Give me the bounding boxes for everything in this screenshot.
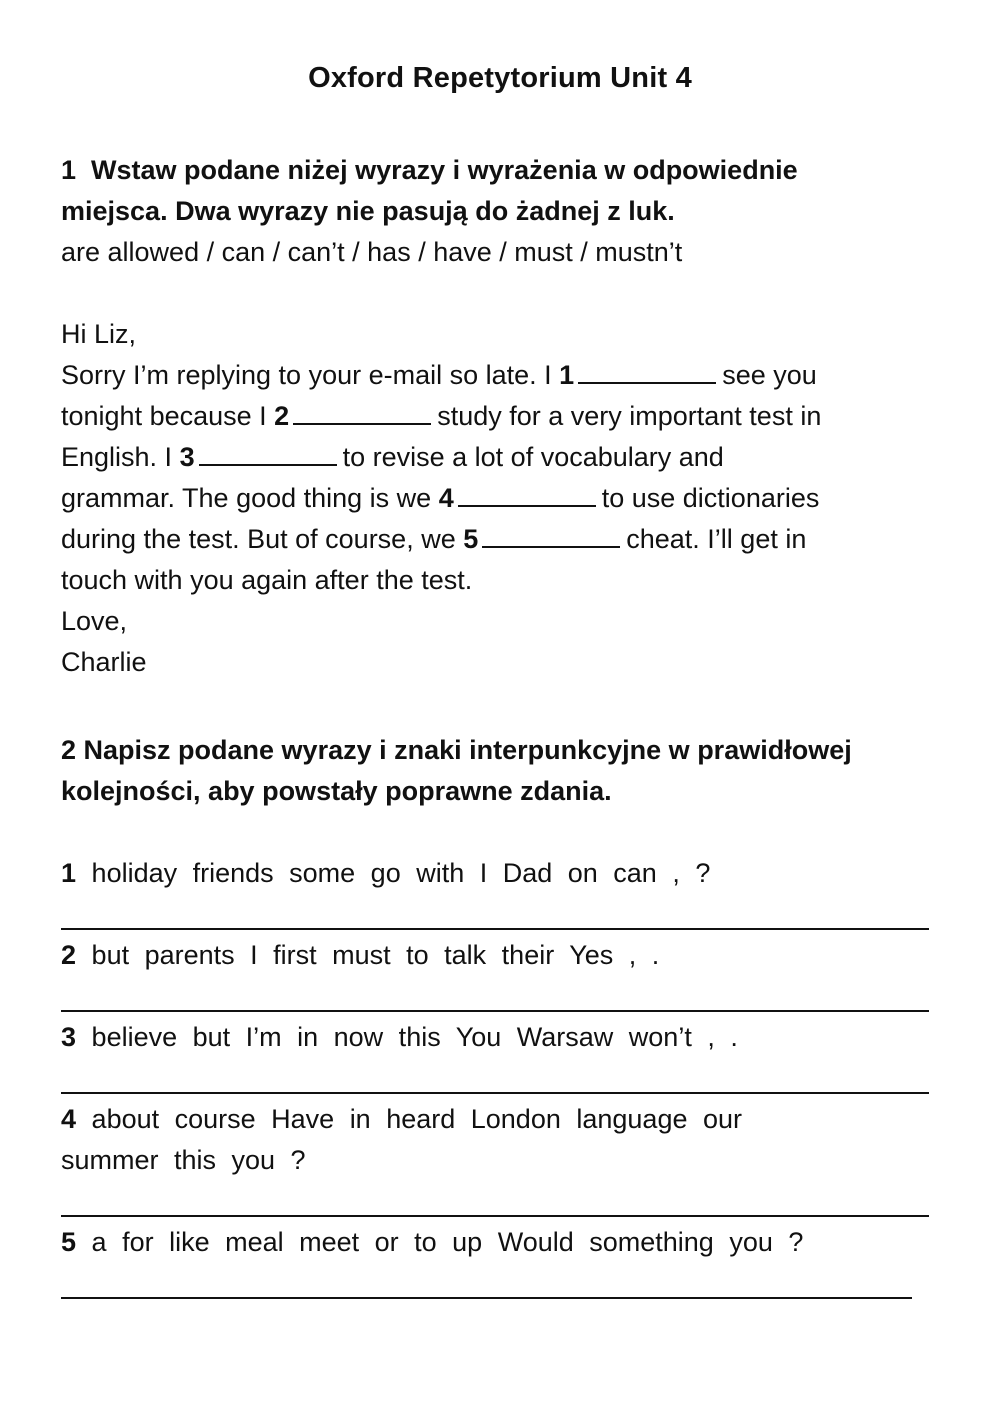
item-words: holiday friends some go with I Dad on can , ?: [91, 858, 711, 888]
gap-blank-1[interactable]: [578, 358, 716, 384]
gap-number-4: 4: [438, 483, 454, 513]
exercise1-instruction-text: Wstaw podane niżej wyrazy i wyrażenia w odpowiednie: [91, 155, 798, 185]
page-title: Oxford Repetytorium Unit 4: [308, 62, 692, 94]
letter-text: English. I: [61, 442, 180, 472]
answer-line-4[interactable]: [61, 1215, 929, 1217]
exercise2-instruction-line1: 2 Napisz podane wyrazy i znaki interpunkcyjne w prawidłowej: [61, 735, 852, 765]
exercise1-number: 1: [61, 155, 77, 185]
exercise2-instruction-line2: kolejności, aby powstały poprawne zdania.: [61, 776, 612, 806]
gap-number-1: 1: [559, 360, 575, 390]
letter-text: during the test. But of course, we: [61, 524, 464, 554]
gap-blank-2[interactable]: [293, 399, 431, 425]
gap-blank-3[interactable]: [199, 440, 337, 466]
item-words: about course Have in heard London language our: [91, 1104, 742, 1134]
gap-blank-5[interactable]: [482, 522, 620, 548]
answer-line-5[interactable]: [61, 1297, 912, 1299]
exercise2-item-4: [61, 1099, 742, 1140]
letter-line-4: [61, 478, 819, 519]
exercise2-item-3: [61, 1017, 738, 1058]
answer-line-2[interactable]: [61, 1010, 929, 1012]
item-number: 3: [61, 1022, 77, 1052]
letter-text: to revise a lot of vocabulary and: [342, 442, 724, 472]
gap-number-5: 5: [463, 524, 479, 554]
letter-signature: Charlie: [61, 647, 147, 677]
answer-line-3[interactable]: [61, 1092, 929, 1094]
letter-line-5: [61, 519, 806, 560]
letter-text: see you: [722, 360, 817, 390]
item-number: 1: [61, 858, 77, 888]
answer-line-1[interactable]: [61, 928, 929, 930]
exercise1-instruction-line2: miejsca. Dwa wyrazy nie pasują do żadnej z luk.: [61, 196, 675, 226]
letter-text: grammar. The good thing is we: [61, 483, 439, 513]
item-words: but parents I first must to talk their Yes , .: [91, 940, 660, 970]
letter-text: cheat. I’ll get in: [626, 524, 807, 554]
letter-text: tonight because I: [61, 401, 275, 431]
letter-text: study for a very important test in: [437, 401, 822, 431]
exercise1-instruction-line1: [61, 150, 798, 191]
exercise2-item-2: [61, 935, 659, 976]
exercise2-item-4-continued: summer this you ?: [61, 1145, 306, 1175]
item-words: believe but I’m in now this You Warsaw won’t , .: [91, 1022, 738, 1052]
item-number: 5: [61, 1227, 77, 1257]
item-words: a for like meal meet or to up Would something you ?: [91, 1227, 804, 1257]
letter-closing: Love,: [61, 606, 128, 636]
word-bank: are allowed / can / can’t / has / have / must / mustn’t: [61, 237, 683, 267]
letter-line-3: [61, 437, 724, 478]
letter-greeting: Hi Liz,: [61, 319, 137, 349]
letter-text: to use dictionaries: [601, 483, 820, 513]
gap-number-2: 2: [274, 401, 290, 431]
exercise2-item-1: [61, 853, 710, 894]
letter-line-6: touch with you again after the test.: [61, 565, 473, 595]
gap-number-3: 3: [179, 442, 195, 472]
item-number: 2: [61, 940, 77, 970]
letter-line-2: [61, 396, 821, 437]
exercise2-item-5: [61, 1222, 803, 1263]
letter-text: Sorry I’m replying to your e-mail so late. I: [61, 360, 560, 390]
letter-line-1: [61, 355, 817, 396]
gap-blank-4[interactable]: [458, 481, 596, 507]
item-number: 4: [61, 1104, 77, 1134]
